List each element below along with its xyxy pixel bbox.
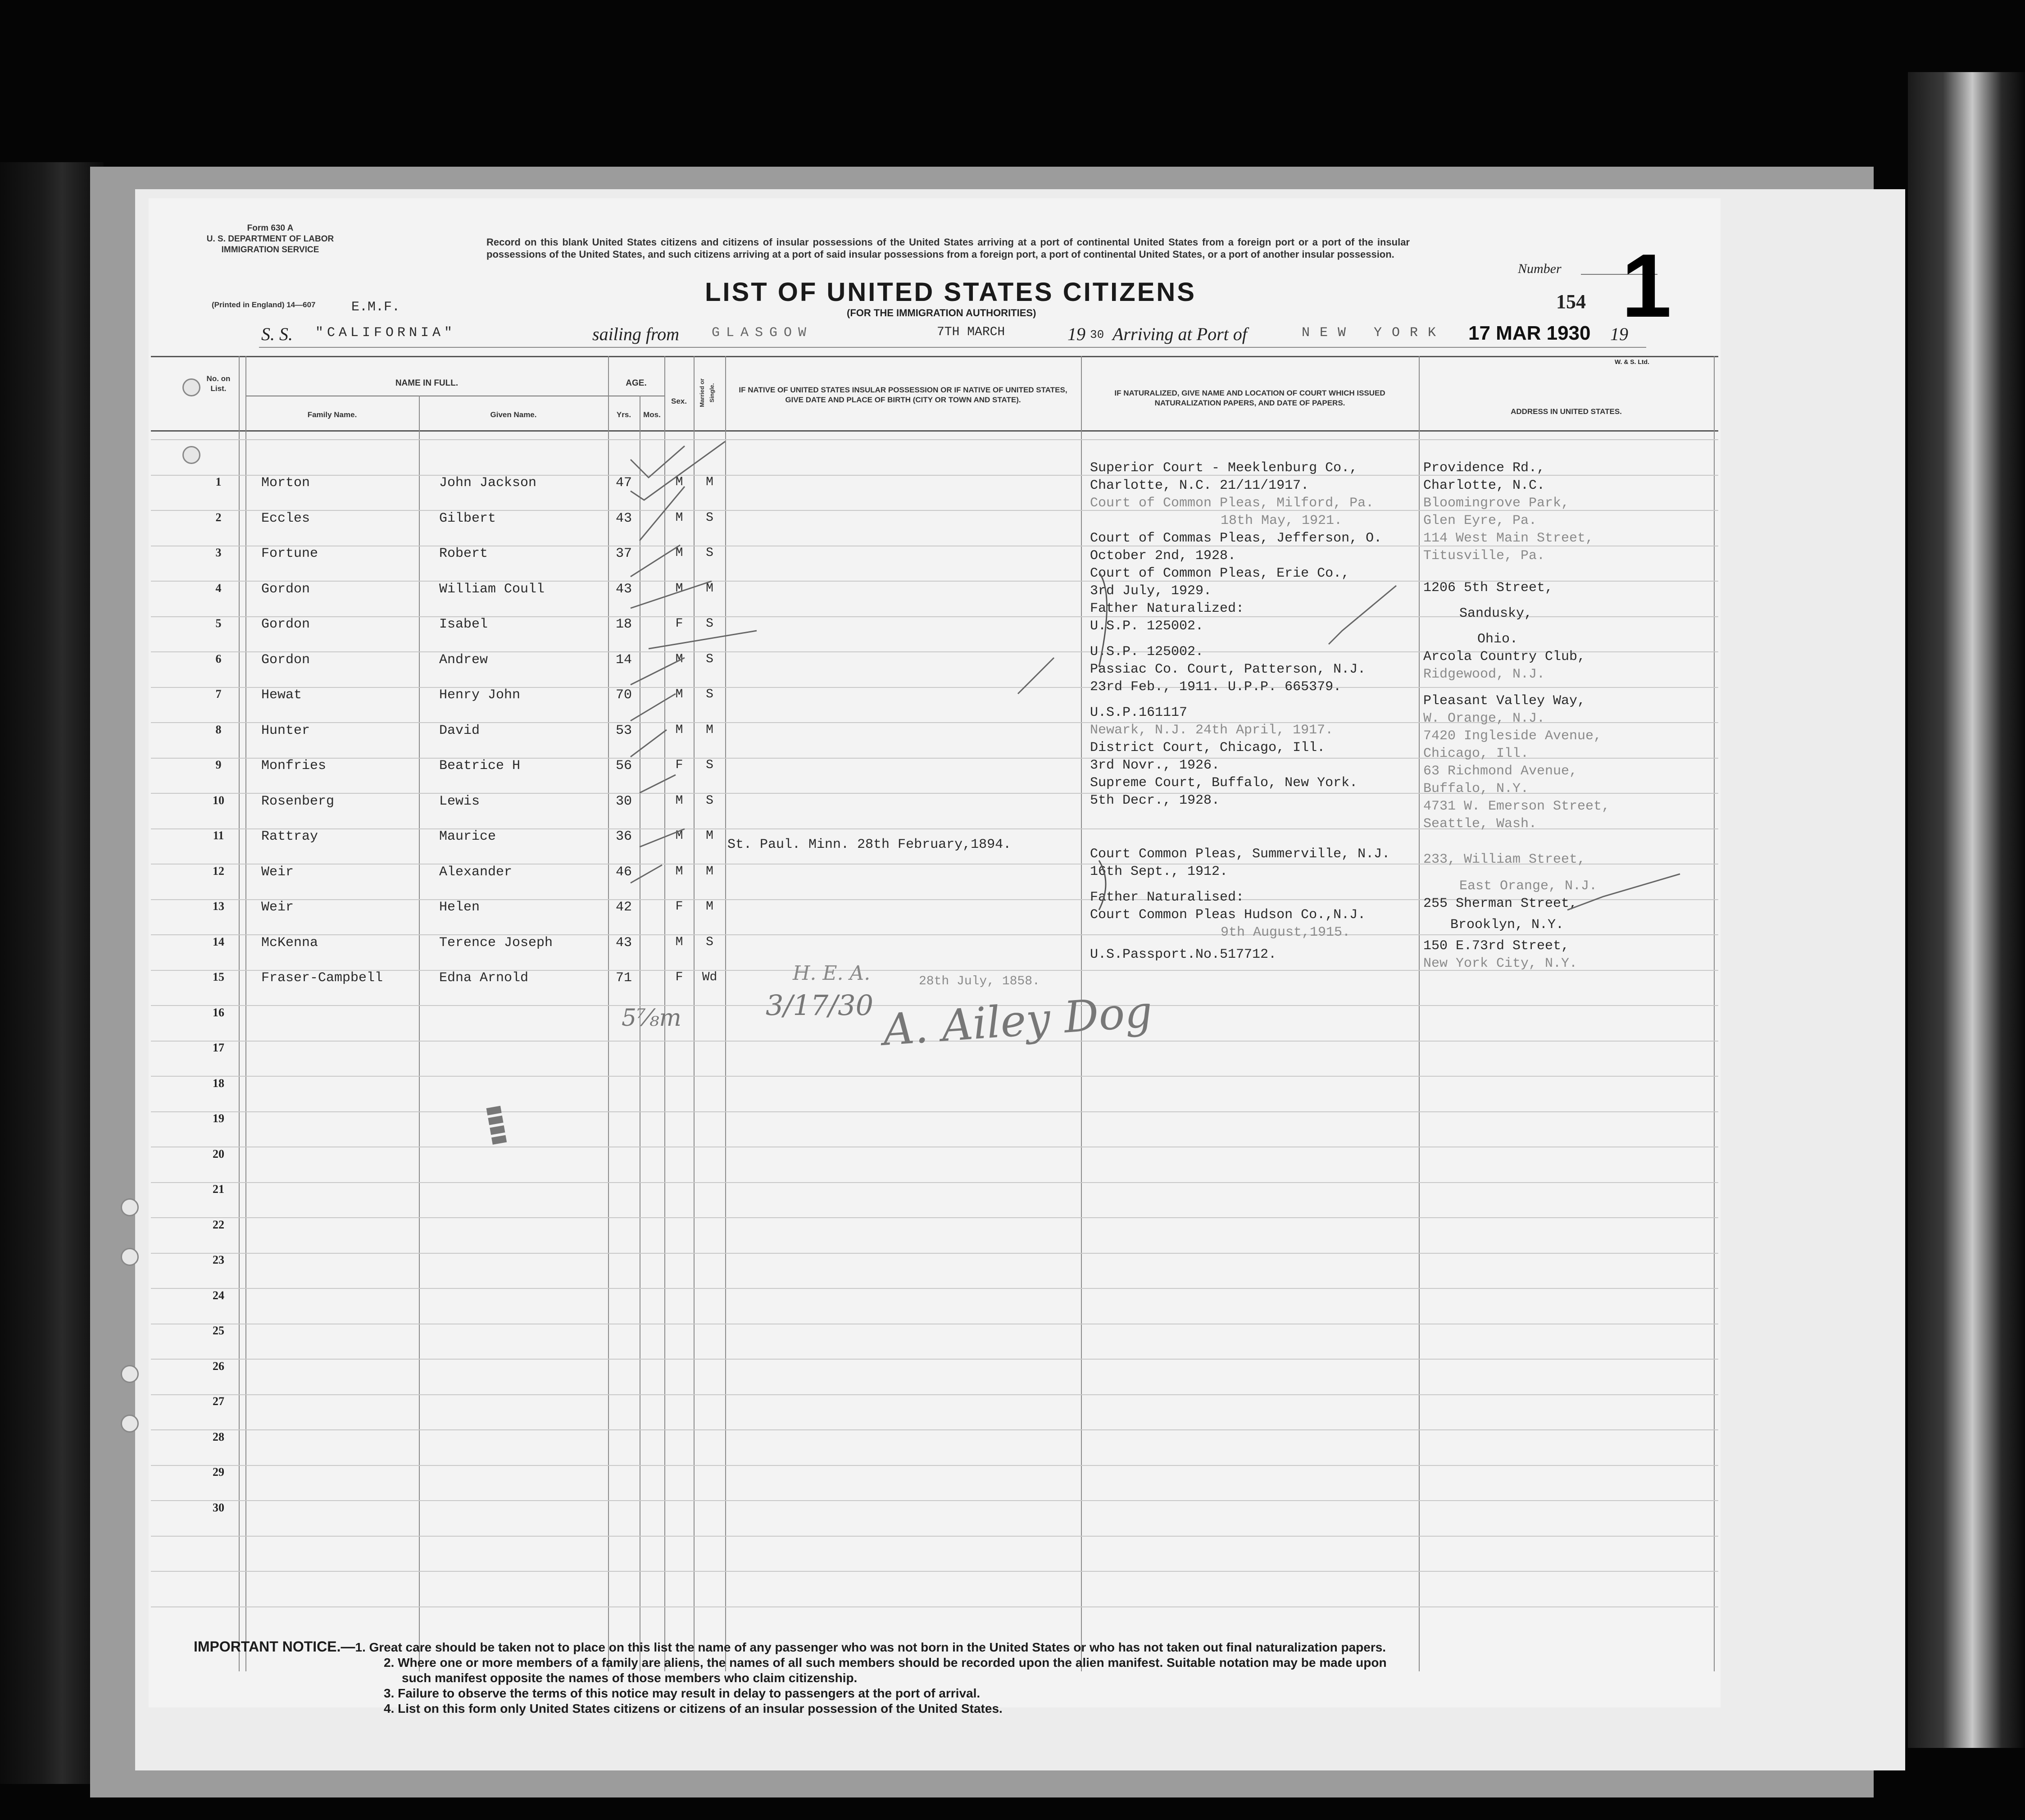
ruled-line — [151, 1359, 1718, 1360]
binder-edge-right — [1908, 72, 2025, 1748]
list-number: 154 — [1556, 291, 1586, 313]
row-number: 19 — [213, 1112, 224, 1125]
naturalization-line: October 2nd, 1928. — [1090, 548, 1236, 564]
emf-mark: E.M.F. — [351, 300, 400, 315]
punch-hole — [121, 1248, 139, 1266]
ruled-line — [151, 1571, 1718, 1572]
row-number: 10 — [213, 793, 224, 807]
given-name-cell: Terence Joseph — [439, 935, 553, 951]
address-line: Ridgewood, N.J. — [1423, 667, 1545, 682]
ruled-line — [151, 1465, 1718, 1466]
notice-item: such manifest opposite the names of those members who claim citizenship. — [402, 1671, 858, 1685]
row-number: 30 — [213, 1501, 224, 1514]
given-name-cell: Maurice — [439, 829, 496, 844]
col-header-married: Married or Single. — [699, 378, 715, 407]
year-prefix: 19 — [1067, 324, 1085, 344]
family-name-cell: Rosenberg — [261, 793, 335, 809]
col-header-months: Mos. — [643, 410, 661, 419]
family-name-cell: Weir — [261, 900, 294, 915]
check-mark — [649, 631, 757, 649]
ruled-line — [151, 1182, 1718, 1183]
birth-fraser-campbell: 28th July, 1858. — [919, 974, 1040, 988]
age-cell: 43 — [615, 581, 632, 597]
table-top-rule — [151, 356, 1718, 357]
naturalization-line: U.S.P. 125002. — [1090, 644, 1204, 660]
printer-mark: W. & S. Ltd. — [1615, 358, 1649, 365]
port-to: NEW YORK — [1302, 325, 1446, 341]
ss-label: S. S. — [261, 324, 293, 344]
given-name-cell: Gilbert — [439, 510, 496, 526]
form-identity — [189, 223, 351, 255]
arrival-date-stamp: 17 MAR 1930 — [1468, 322, 1591, 344]
row-number: 11 — [213, 829, 224, 842]
ruled-line — [151, 1217, 1718, 1218]
ruled-line — [151, 1394, 1718, 1395]
row-number: 4 — [215, 581, 222, 595]
col-header-sex: Sex. — [671, 397, 687, 405]
naturalization-line: 9th August,1915. — [1221, 925, 1351, 940]
row-number: 17 — [213, 1041, 224, 1054]
married-cell: M — [706, 475, 713, 489]
punch-hole — [121, 1365, 139, 1383]
address-line: Brooklyn, N.Y. — [1450, 917, 1564, 933]
col-header-given-name: Given Name. — [490, 410, 537, 419]
row-number: 18 — [213, 1076, 224, 1090]
notice-item: 4. List on this form only United States citizens or citizens of an insular possession of the United States. — [384, 1702, 1003, 1715]
check-mark — [1567, 874, 1680, 910]
col-divider — [608, 356, 609, 1671]
age-cell: 36 — [615, 829, 632, 844]
check-mark — [631, 658, 685, 685]
married-cell: S — [706, 617, 713, 631]
married-cell: Wd — [702, 970, 717, 984]
voyage-underline — [259, 347, 1646, 348]
naturalization-line: Supreme Court, Buffalo, New York. — [1090, 775, 1358, 791]
family-name-cell: McKenna — [261, 935, 318, 951]
sex-cell: M — [675, 475, 683, 489]
naturalization-line: Superior Court - Meeklenburg Co., — [1090, 460, 1358, 476]
col-header-naturalized: IF NATURALIZED, GIVE NAME AND LOCATION OF COURT WHICH ISSUED NATURALIZATION PAPERS, AND DATE OF PAPERS. — [1114, 389, 1385, 407]
col-header-name-in-full: NAME IN FULL. — [395, 378, 459, 388]
arriving-label: Arriving at Port of — [1112, 324, 1247, 344]
row-number: 5 — [215, 617, 222, 630]
punch-hole — [182, 446, 200, 464]
naturalization-line: 3rd July, 1929. — [1090, 583, 1212, 599]
address-line: Sandusky, — [1459, 606, 1533, 621]
row-number: 9 — [215, 758, 222, 771]
address-line: 63 Richmond Avenue, — [1423, 764, 1578, 779]
check-mark — [631, 441, 725, 500]
age-cell: 18 — [615, 617, 632, 632]
address-line: Buffalo, N.Y. — [1423, 781, 1529, 796]
married-cell: S — [706, 687, 713, 701]
age-cell: 70 — [615, 687, 632, 703]
address-line: Charlotte, N.C. — [1423, 478, 1545, 493]
row-number: 14 — [213, 935, 224, 948]
family-name-cell: Fortune — [261, 546, 318, 561]
row-number: 27 — [213, 1395, 224, 1408]
form-subtitle: (FOR THE IMMIGRATION AUTHORITIES) — [847, 307, 1036, 318]
age-cell: 46 — [615, 864, 632, 880]
sheet-number: 1 — [1621, 236, 1672, 336]
check-mark — [640, 775, 676, 793]
family-name-cell: Monfries — [261, 758, 327, 774]
check-mark — [631, 545, 680, 577]
age-cell: 43 — [615, 935, 632, 951]
naturalization-line: U.S.P. 125002. — [1090, 619, 1204, 634]
age-cell: 71 — [615, 970, 632, 986]
given-name-cell: David — [439, 723, 480, 738]
address-line: 1206 5th Street, — [1423, 580, 1553, 596]
address-line: Chicago, Ill. — [1423, 746, 1529, 761]
married-cell: S — [706, 935, 713, 949]
col-divider — [419, 396, 420, 1671]
row-number: 26 — [213, 1359, 224, 1373]
col-header-family-name: Family Name. — [307, 410, 357, 419]
ruled-line — [151, 1500, 1718, 1501]
sailing-label: sailing from — [592, 324, 679, 344]
given-name-cell: Henry John — [439, 687, 521, 703]
check-mark — [631, 730, 667, 757]
given-name-cell: John Jackson — [439, 475, 537, 491]
address-line: 255 Sherman Street, — [1423, 896, 1578, 911]
married-cell: M — [706, 723, 713, 737]
col-header-native: IF NATIVE OF UNITED STATES INSULAR POSSESSION OR IF NATIVE OF UNITED STATES, GIVE DATE AND PLACE OF BIRTH (CITY OR TOWN AND STATE). — [739, 386, 1067, 404]
address-line: Titusville, Pa. — [1423, 548, 1545, 564]
address-line: 114 West Main Street, — [1423, 531, 1594, 546]
punch-hole — [182, 378, 200, 396]
row-number: 28 — [213, 1430, 224, 1443]
handwritten-signature: A. Ailey Dog — [881, 986, 1154, 1056]
handwritten-date: 3/17/30 — [766, 989, 874, 1022]
naturalization-line: Father Naturalised: — [1090, 890, 1244, 905]
ruled-line — [151, 1606, 1718, 1607]
naturalization-line: 16th Sept., 1912. — [1090, 864, 1228, 879]
naturalization-line: Court of Common Pleas, Milford, Pa. — [1090, 496, 1374, 511]
address-line: W. Orange, N.J. — [1423, 711, 1545, 726]
naturalization-line: Father Naturalized: — [1090, 601, 1244, 616]
given-name-cell: Beatrice H — [439, 758, 521, 774]
faded-stamp: ▮▮▮▮ — [484, 1104, 511, 1147]
sex-cell: M — [675, 829, 683, 843]
family-name-cell: Gordon — [261, 652, 310, 668]
address-line: 4731 W. Emerson Street, — [1423, 799, 1610, 814]
row-number: 21 — [213, 1183, 224, 1196]
given-name-cell: Lewis — [439, 793, 480, 809]
family-name-cell: Hewat — [261, 687, 302, 703]
given-name-cell: Isabel — [439, 617, 488, 632]
given-name-cell: Helen — [439, 900, 480, 915]
sex-cell: M — [675, 793, 683, 808]
notice-item: 3. Failure to observe the terms of this notice may result in delay to passengers at the port of arrival. — [384, 1686, 981, 1700]
married-cell: S — [706, 758, 713, 772]
address-line: Glen Eyre, Pa. — [1423, 513, 1537, 528]
printed-note: (Printed in England) 14—607 — [212, 300, 316, 309]
ruled-line — [151, 1076, 1718, 1077]
naturalization-line: Passiac Co. Court, Patterson, N.J. — [1090, 662, 1366, 677]
bracket-mark — [1099, 572, 1107, 667]
family-name-cell: Fraser-Campbell — [261, 970, 383, 986]
col-header-age: AGE. — [626, 378, 647, 388]
married-cell: S — [706, 546, 713, 560]
ruled-line — [151, 1253, 1718, 1254]
age-cell: 30 — [615, 793, 632, 809]
ruled-line — [151, 1429, 1718, 1430]
sex-cell: F — [675, 900, 683, 914]
married-cell: M — [706, 864, 713, 878]
age-cell: 43 — [615, 510, 632, 526]
row-number: 6 — [215, 652, 222, 665]
naturalization-line: 23rd Feb., 1911. U.P.P. 665379. — [1090, 679, 1342, 695]
form-title: LIST OF UNITED STATES CITIZENS — [705, 278, 1196, 307]
married-cell: S — [706, 510, 713, 525]
sex-cell: M — [675, 546, 683, 560]
sex-cell: F — [675, 970, 683, 984]
row-number: 13 — [213, 900, 224, 913]
notice-item: 1. Great care should be taken not to place on this list the name of any passenger who was not born in the United States or who has not taken out final naturalization papers. — [355, 1640, 1386, 1654]
handwritten-initials: H. E. A. — [793, 962, 871, 985]
year-suffix: 30 — [1090, 328, 1104, 341]
address-line: 233, William Street, — [1423, 852, 1586, 867]
row-number: 24 — [213, 1288, 224, 1302]
sex-cell: M — [675, 723, 683, 737]
naturalization-line: U.S.P.161117 — [1090, 705, 1188, 720]
ruled-line — [151, 1111, 1718, 1112]
given-name-cell: William Coull — [439, 581, 545, 597]
address-line: 150 E.73rd Street, — [1423, 938, 1570, 954]
age-cell: 42 — [615, 900, 632, 915]
address-line: Providence Rd., — [1423, 460, 1545, 476]
row-number: 20 — [213, 1147, 224, 1160]
age-cell: 14 — [615, 652, 632, 668]
address-line: Arcola Country Club, — [1423, 649, 1586, 664]
age-cell: 37 — [615, 546, 632, 561]
binder-edge-left — [0, 162, 104, 1784]
naturalization-line: Court Common Pleas, Summerville, N.J. — [1090, 846, 1390, 862]
row-number: 22 — [213, 1218, 224, 1231]
punch-hole — [121, 1198, 139, 1216]
naturalization-line: U.S.Passport.No.517712. — [1090, 947, 1277, 962]
col-divider — [1714, 356, 1715, 1671]
date-sailed: 7TH MARCH — [937, 325, 1005, 339]
married-cell: M — [706, 829, 713, 843]
row-number: 25 — [213, 1324, 224, 1337]
married-cell: M — [706, 900, 713, 914]
notice-heading: IMPORTANT NOTICE.— — [194, 1638, 355, 1655]
family-name-cell: Eccles — [261, 510, 310, 526]
row-number: 16 — [213, 1006, 224, 1019]
bracket-mark — [1099, 860, 1106, 910]
naturalization-line: Court of Common Pleas, Erie Co., — [1090, 566, 1350, 581]
notice-item: 2. Where one or more members of a family are aliens, the names of all such members should be recorded upon the alien manifest. Suitable notation may be made upon — [384, 1656, 1387, 1670]
sex-cell: M — [675, 935, 683, 949]
given-name-cell: Alexander — [439, 864, 513, 880]
given-name-cell: Edna Arnold — [439, 970, 529, 986]
row-number: 23 — [213, 1253, 224, 1266]
address-line: New York City, N.Y. — [1423, 956, 1578, 971]
punch-hole — [121, 1415, 139, 1433]
row-number: 2 — [215, 510, 222, 524]
port-from: GLASGOW — [712, 325, 813, 341]
age-cell: 53 — [615, 723, 632, 738]
number-label: Number — [1518, 261, 1562, 276]
handwritten-age-note: 5⅞m — [622, 1005, 681, 1032]
row-number: 1 — [215, 475, 222, 488]
ruled-line — [151, 1288, 1718, 1289]
sex-cell: F — [675, 617, 683, 631]
naturalization-line: Court of Commas Pleas, Jefferson, O. — [1090, 531, 1382, 546]
age-cell: 56 — [615, 758, 632, 774]
sex-cell: M — [675, 687, 683, 701]
sex-cell: M — [675, 510, 683, 525]
row-number: 12 — [213, 864, 224, 878]
important-notice — [194, 1639, 1387, 1716]
given-name-cell: Andrew — [439, 652, 488, 668]
sex-cell: M — [675, 864, 683, 878]
row-number: 8 — [215, 723, 222, 736]
check-mark — [1329, 586, 1396, 644]
check-mark — [631, 446, 685, 478]
check-mark — [1018, 658, 1054, 694]
birth-rattray: St. Paul. Minn. 28th February,1894. — [727, 837, 1012, 852]
naturalization-line: Charlotte, N.C. 21/11/1917. — [1090, 478, 1309, 493]
col-header-no: No. on List. — [206, 374, 231, 393]
department-name: U. S. DEPARTMENT OF LABOR — [206, 234, 334, 244]
check-mark — [640, 487, 685, 541]
address-line: Ohio. — [1477, 632, 1518, 647]
row-number: 3 — [215, 546, 222, 559]
age-cell: 47 — [615, 475, 632, 491]
married-cell: S — [706, 793, 713, 808]
address-line: Pleasant Valley Way, — [1423, 693, 1586, 709]
sex-cell: M — [675, 581, 683, 596]
naturalization-line: District Court, Chicago, Ill. — [1090, 740, 1326, 755]
address-line: East Orange, N.J. — [1459, 878, 1598, 894]
check-mark — [640, 829, 685, 847]
year-blank: 19 — [1610, 324, 1628, 344]
family-name-cell: Rattray — [261, 829, 318, 844]
address-line: Seattle, Wash. — [1423, 816, 1537, 832]
sex-cell: F — [675, 758, 683, 772]
col-header-address: ADDRESS IN UNITED STATES. — [1511, 407, 1622, 416]
family-name-cell: Gordon — [261, 617, 310, 632]
check-mark — [631, 694, 676, 721]
naturalization-line: 18th May, 1921. — [1221, 513, 1343, 528]
header-bottom-rule — [151, 430, 1718, 432]
check-mark — [631, 865, 662, 883]
married-cell: M — [706, 581, 713, 596]
col-header-years: Yrs. — [616, 410, 631, 419]
form-number: Form 630 A — [247, 223, 294, 233]
sex-cell: M — [675, 652, 683, 666]
family-name-cell: Weir — [261, 864, 294, 880]
form-instructions: Record on this blank United States citizens and citizens of insular possessions of the United States arriving at a port of continental United States from a foreign port or a port of the insular possessions of the United States, and such citizens arriving at a port of said insular possessions from a foreign port, a port of continental United States, or a port of another insular possession. — [486, 237, 1410, 260]
address-line: 7420 Ingleside Avenue, — [1423, 728, 1602, 744]
service-name: IMMIGRATION SERVICE — [221, 245, 319, 255]
family-name-cell: Gordon — [261, 581, 310, 597]
col-divider — [245, 356, 246, 1671]
row-number: 15 — [213, 970, 224, 983]
ship-name: "CALIFORNIA" — [315, 325, 456, 341]
row-number: 29 — [213, 1465, 224, 1479]
naturalization-line: Court Common Pleas Hudson Co.,N.J. — [1090, 907, 1366, 923]
check-mark — [631, 581, 712, 608]
row-number: 7 — [215, 687, 222, 701]
address-line: Bloomingrove Park, — [1423, 496, 1570, 511]
married-cell: S — [706, 652, 713, 666]
naturalization-line: 5th Decr., 1928. — [1090, 793, 1220, 808]
family-name-cell: Hunter — [261, 723, 310, 738]
given-name-cell: Robert — [439, 546, 488, 561]
ruled-line — [151, 1536, 1718, 1537]
naturalization-line: 3rd Novr., 1926. — [1090, 758, 1220, 773]
pencil-marks — [622, 432, 1703, 928]
naturalization-line: Newark, N.J. 24th April, 1917. — [1090, 723, 1334, 738]
family-name-cell: Morton — [261, 475, 310, 491]
